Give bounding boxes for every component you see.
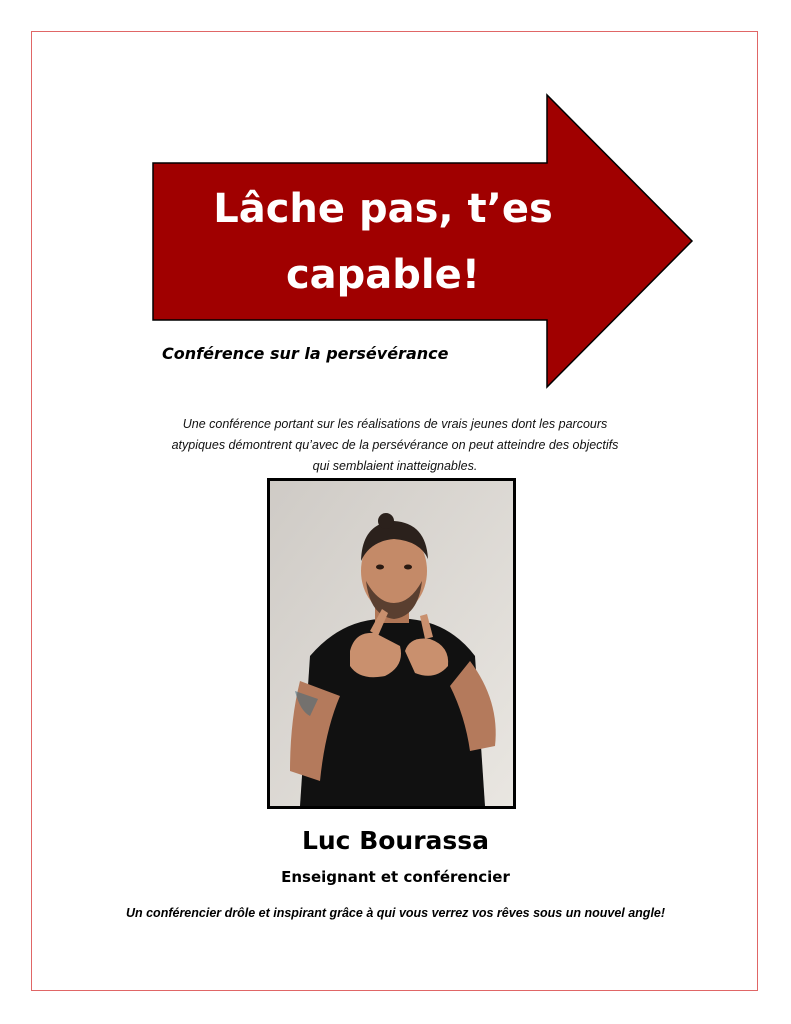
description: Une conférence portant sur les réalisations de vrais jeunes dont les parcours atypiques démontrent qu’avec de la persévérance on peut atteindre des objectifs qui semblaient inatteignables. [171, 417, 619, 473]
speaker-role: Enseignant et conférencier [281, 868, 510, 886]
headline: Lâche pas, t’es capable! [213, 185, 553, 298]
tagline: Un conférencier drôle et inspirant grâce à qui vous verrez vos rêves sous un nouvel angle! [125, 906, 666, 920]
speaker-photo-illustration [270, 481, 513, 806]
subtitle: Conférence sur la persévérance [162, 344, 449, 363]
speaker-name: Luc Bourassa [301, 826, 490, 855]
speaker-photo [267, 478, 516, 809]
